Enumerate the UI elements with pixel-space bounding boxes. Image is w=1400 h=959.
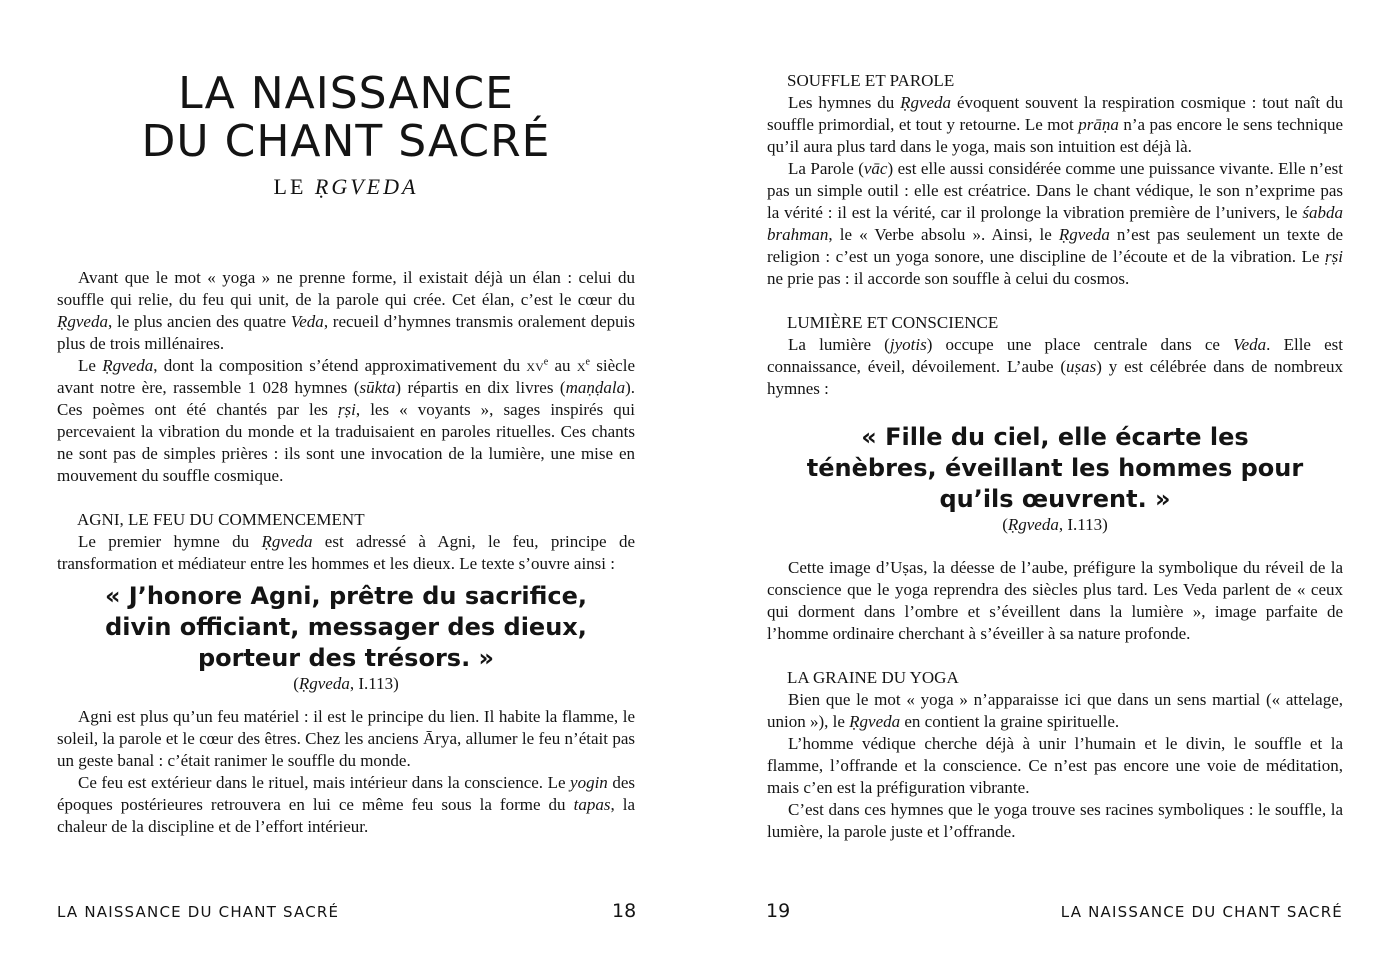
pull-quote <box>767 422 1343 535</box>
quote-line: ténèbres, éveillant les hommes pour <box>806 454 1304 482</box>
page-number: 19 <box>766 900 791 922</box>
paragraph: La lumière (jyotis) occupe une place centrale dans ce Veda. Elle est connaissance, éveil, dévoilement. L’aube (uṣas) y est célébrée dans de nombreux hymnes : <box>767 335 1344 398</box>
running-footer-title: LA NAISSANCE DU CHANT SACRÉ <box>1060 903 1343 921</box>
quote-line: divin officiant, messager des dieux, <box>105 613 587 641</box>
subtitle-italic: ṚGVEDA <box>314 174 419 199</box>
chapter-subtitle <box>57 174 635 200</box>
quote-line: « J’honore Agni, prêtre du sacrifice, <box>104 582 588 610</box>
right-text-column <box>767 70 1343 843</box>
paragraph: Bien que le mot « yoga » n’apparaisse ici que dans un sens martial (« attelage, union »), le Ṛgveda en contient la graine spirituelle. <box>767 690 1343 731</box>
paragraph: Le Ṛgveda, dont la composition s’étend approximativement du $xv^e$ au $x^e$ siècle avant notre ère, rassemble 1 028 hymnes (sūkta) répartis en dix livres (maṇḍala). Ces poèmes ont été chantés par les ṛṣi, les « voyants », sages inspirés qui percevaient la vibration du monde et la traduisaient en paroles rituelles. Ces chants ne sont pas de simples prières : ils sont une invocation de la lumière, une mise en mouvement du souffle cosmique. <box>57 356 635 485</box>
section-heading: SOUFFLE ET PAROLE <box>787 71 955 90</box>
paragraph: Avant que le mot « yoga » ne prenne forme, il existait déjà un élan : celui du souffle qui relie, du feu qui unit, de la parole qui crée. Cet élan, c’est le cœur du Ṛgveda, le plus ancien des quatre Veda, recueil d’hymnes transmis oralement depuis plus de trois millénaires. <box>57 268 635 353</box>
left-text-column <box>57 267 635 838</box>
section-heading: AGNI, LE FEU DU COMMENCEMENT <box>77 510 365 529</box>
paragraph: Ce feu est extérieur dans le rituel, mais intérieur dans la conscience. Le yogin des époques postérieures retrouvera en lui ce même feu sous la forme du tapas, la chaleur de la discipline et de l’effort intérieur. <box>57 773 635 836</box>
quote-line: « Fille du ciel, elle écarte les <box>861 423 1249 451</box>
quote-line: qu’ils œuvrent. » <box>939 485 1171 513</box>
quote-source: (Ṛgveda, I.113) <box>293 674 399 693</box>
chapter-title: LA NAISSANCE DU CHANT SACRÉ <box>141 68 551 167</box>
section-heading: LUMIÈRE ET CONSCIENCE <box>787 313 999 332</box>
subtitle-prefix: LE <box>273 174 315 199</box>
paragraph: La Parole (vāc) est elle aussi considérée comme une puissance vivante. Elle n’est pas un simple outil : elle est créatrice. Dans le chant védique, le son n’exprime pas la vérité : il est la vérité, car il prolonge la vibration première de l’univers, le śabda brahman, le « Verbe absolu ». Ainsi, le Ṛgveda n’est pas seulement un texte de religion : c’est un yoga sonore, une discipline de l’écoute et de la vibration. Le ṛṣi ne prie pas : il accorde son souffle à celui du cosmos. <box>767 159 1343 288</box>
section-heading: LA GRAINE DU YOGA <box>787 668 959 687</box>
quote-source: (Ṛgveda, I.113) <box>1002 515 1108 534</box>
paragraph: Les hymnes du Ṛgveda évoquent souvent la respiration cosmique : tout naît du souffle primordial, et tout y retourne. Le mot prāṇa n’a pas encore le sens technique qu’il aura plus tard dans le yoga, mais son intuition est déjà là. <box>767 93 1344 156</box>
paragraph: Agni est plus qu’un feu matériel : il est le principe du lien. Il habite la flamme, le soleil, la parole et le cœur des êtres. Chez les anciens Ārya, allumer le feu n’était pas un geste banal : c’était ranimer le souffle du monde. <box>57 707 635 770</box>
quote-line: porteur des trésors. » <box>197 644 495 672</box>
running-footer-title: LA NAISSANCE DU CHANT SACRÉ <box>57 903 340 921</box>
paragraph: Cette image d’Uṣas, la déesse de l’aube, préfigure la symbolique du réveil de la conscience que le yoga reprendra des siècles plus tard. Les Veda parlent de « ceux qui dorment dans l’ombre et s’éveillent dans la lumière », image parfaite de l’homme ordinaire cherchant à s’éveiller à sa nature profonde. <box>767 558 1343 643</box>
pull-quote <box>57 581 635 694</box>
page-number: 18 <box>612 900 637 922</box>
paragraph: C’est dans ces hymnes que le yoga trouve ses racines symboliques : le souffle, la lumière, la parole juste et l’offrande. <box>767 800 1343 841</box>
paragraph: L’homme védique cherche déjà à unir l’humain et le divin, le souffle et la flamme, l’offrande et la conscience. Ce n’est pas encore une voie de méditation, mais c’en est la préfiguration vibrante. <box>767 734 1343 797</box>
paragraph: Le premier hymne du Ṛgveda est adressé à Agni, le feu, principe de transformation et médiateur entre les hommes et les dieux. Le texte s’ouvre ainsi : <box>57 532 635 573</box>
right-page <box>700 0 1400 959</box>
